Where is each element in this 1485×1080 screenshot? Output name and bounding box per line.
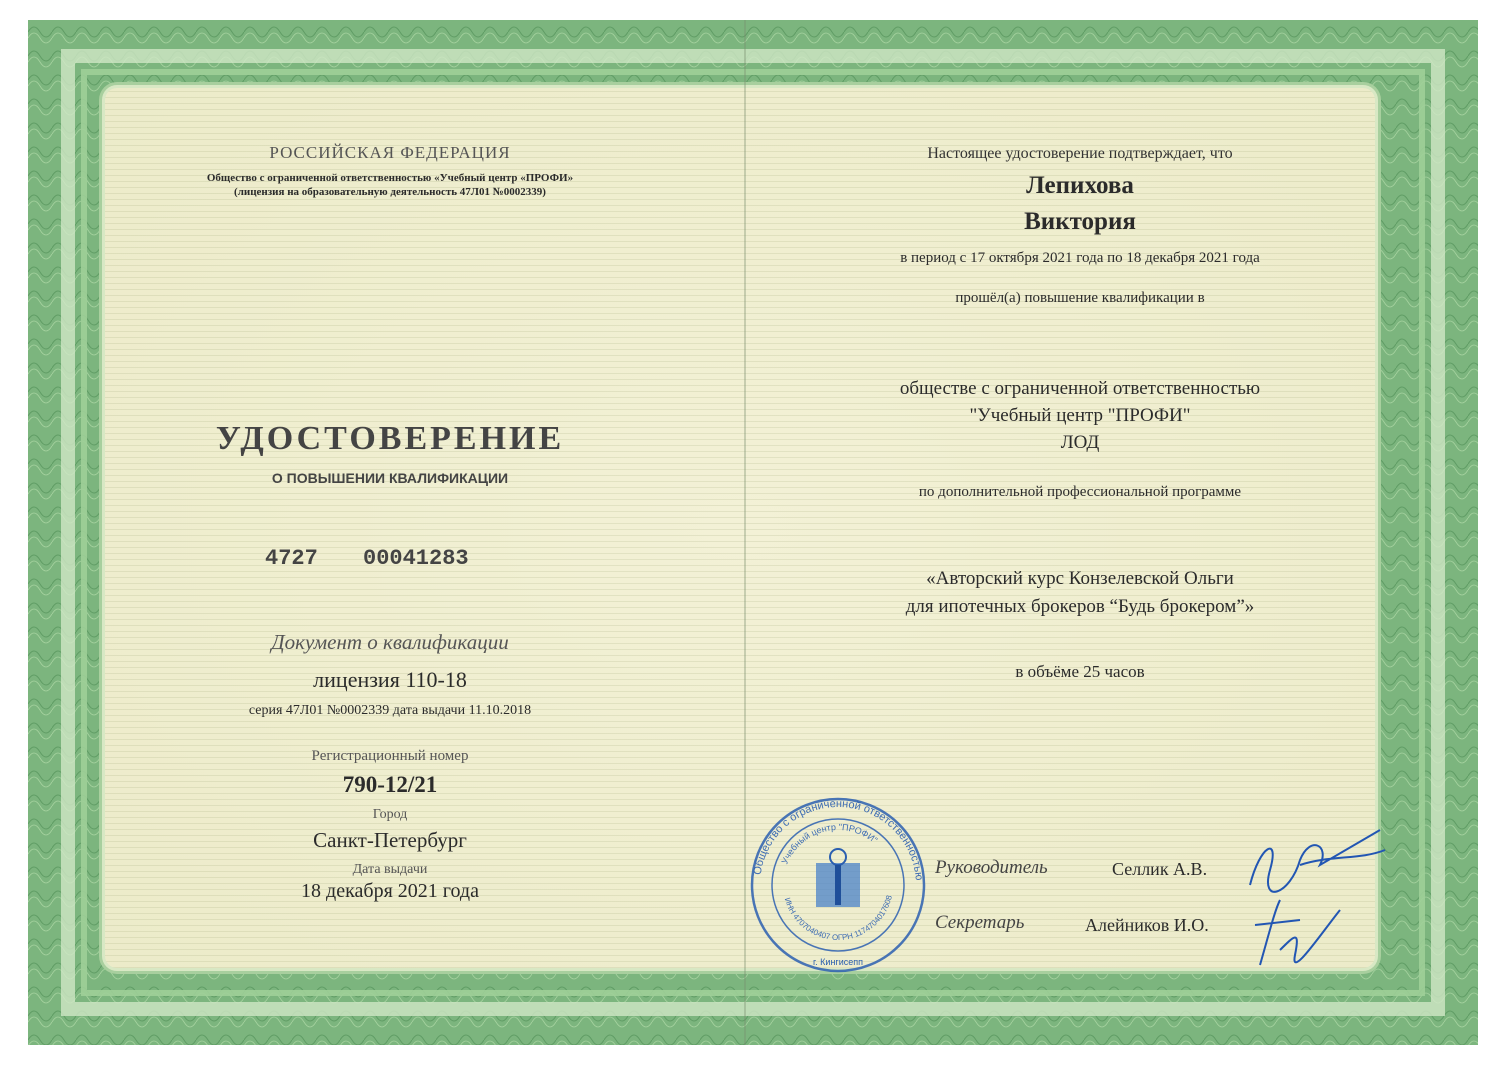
holder-name: Виктория [1024,208,1136,235]
completion-text: прошёл(а) повышение квалификации в [955,290,1205,306]
document-number: 00041283 [363,546,469,571]
svg-text:г. Кингисепп: г. Кингисепп [813,957,863,967]
organization-line-1: обществе с ограниченной ответственностью [899,378,1261,399]
svg-text:Общество с ограниченной ответс: Общество с ограниченной ответственностью [751,797,925,882]
license-number: лицензия 110-18 [313,667,467,692]
issuer-line-2: (лицензия на образовательную деятельность 47Л01 №0002339) [234,186,546,198]
intro-text: Настоящее удостоверение подтверждает, что [927,145,1233,162]
issuer-line-1: Общество с ограниченной ответственностью «Учебный центр «ПРОФИ» [206,172,574,184]
head-name: Селлик А.В. [1112,859,1208,879]
program-name-line-1: «Авторский курс Конзелевской Ольги [926,568,1234,589]
secretary-name: Алейников И.О. [1085,915,1209,935]
head-title: Руководитель [935,857,1048,878]
training-period: в период с 17 октября 2021 года по 18 декабря 2021 года [900,250,1260,266]
document-title: УДОСТОВЕРЕНИЕ [215,420,565,457]
program-name-line-2: для ипотечных брокеров “Будь брокером”» [905,596,1255,617]
program-label: по дополнительной профессиональной программе [918,484,1242,500]
secretary-signature [1240,890,1350,980]
license-details: серия 47Л01 №0002339 дата выдачи 11.10.2018 [248,703,532,718]
svg-text:Учебный центр "ПРОФИ": Учебный центр "ПРОФИ" [779,821,880,866]
organization-line-3: ЛОД [1060,432,1100,453]
registration-number: 790-12/21 [342,772,438,797]
organization-line-2: "Учебный центр "ПРОФИ" [969,405,1191,426]
document-subtitle: О ПОВЫШЕНИИ КВАЛИФИКАЦИИ [271,470,509,486]
city: Санкт-Петербург [313,828,467,852]
registration-label: Регистрационный номер [311,748,469,764]
svg-text:ИНН 4707040407 ОГРН 1174704017: ИНН 4707040407 ОГРН 1174704017608 [782,894,894,943]
secretary-title: Секретарь [935,912,1025,933]
organization-seal [748,795,928,975]
issue-date: 18 декабря 2021 года [301,880,479,902]
document-type: Документ о квалификации [271,630,509,654]
country-heading: РОССИЙСКАЯ ФЕДЕРАЦИЯ [269,143,511,162]
document-series: 4727 [265,546,318,571]
head-signature [1240,825,1390,900]
course-volume: в объёме 25 часов [1015,662,1145,681]
city-label: Город [372,807,408,822]
center-fold [744,20,746,1045]
issue-date-label: Дата выдачи [352,862,428,877]
holder-surname: Лепихова [1026,172,1134,199]
